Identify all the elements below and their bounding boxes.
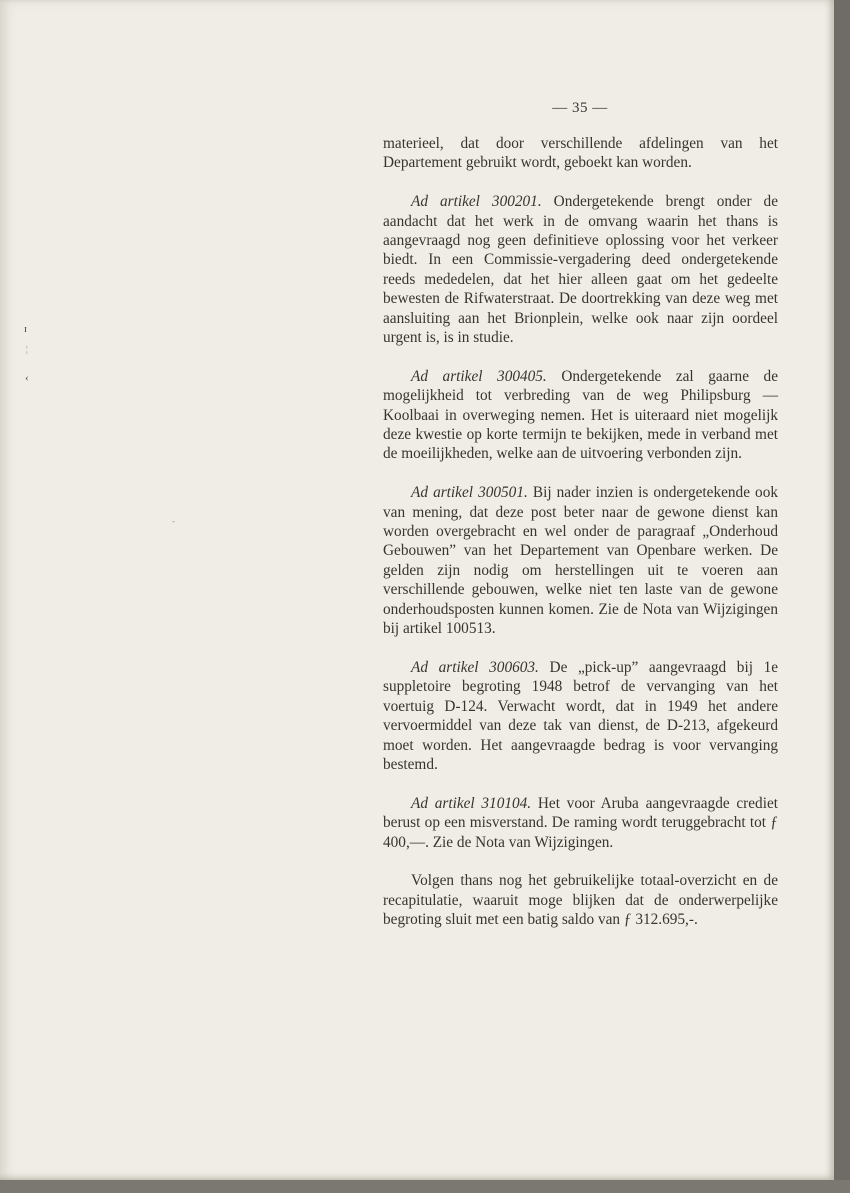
paper-edge-bottom (0, 1180, 850, 1193)
body-text (383, 134, 778, 930)
article-reference: Ad artikel 300405. (411, 367, 547, 385)
paragraph-materieel (383, 134, 778, 173)
page-number: — 35 — (552, 100, 608, 116)
article-reference: Ad artikel 300603. (411, 658, 539, 676)
paragraph-300405 (383, 367, 778, 464)
article-reference: Ad artikel 300501. (411, 484, 528, 502)
paragraph-text: Volgen thans nog het gebruikelijke totaal-overzicht en de recapitulatie, waaruit moge blijken dat de onderwerpelijke begroting sluit met een batig saldo van ƒ 312.695,-. (383, 872, 778, 929)
paragraph-text: Het voor Aruba aangevraagde crediet berust op een misverstand. De raming wordt teruggebracht tot ƒ 400,—. Zie de Nota van Wijzigingen. (383, 794, 778, 851)
paragraph-300201 (383, 192, 778, 347)
paragraph-300501 (383, 483, 778, 638)
paragraph-text: De „pick-up” aangevraagd bij 1e suppletoire begroting 1948 betrof de vervanging van het voertuig D-124. Verwacht wordt, dat in 1949 het andere vervoermiddel van deze tak van dienst, de D-213, afgekeurd moet worden. Het aangevraagde bedrag is voor vervanging bestemd. (383, 658, 779, 773)
paragraph-text: Ondergetekende zal gaarne de mogelijkheid tot verbreding van de weg Philipsburg — Koolbaai in overweging nemen. Het is uiteraard niet mogelijk deze kwestie op korte termijn te bekijken, mede in verband met de moeilijkheden, welke aan de uitvoering verbonden zijn. (383, 367, 778, 463)
paragraph-text: Bij nader inzien is ondergetekende ook van mening, dat deze post beter naar de gewone dienst kan worden overgebracht en wel onder de paragraaf „Onderhoud Gebouwen” van het Departement van Openbare werken. De gelden zijn nodig om herstellingen uit te voeren aan verschillende gebouwen, welke niet ten laste van de gewone onderhoudsposten kunnen komen. Zie de Nota van Wijzigingen bij artikel 100513. (383, 484, 778, 638)
margin-mark: ¦ (26, 344, 28, 354)
article-reference: Ad artikel 310104. (411, 794, 532, 812)
paragraph-text: Ondergetekende brengt onder de aandacht dat het werk in de omvang waarin het thans is aangevraagd nog geen definitieve oplossing voor het verkeer biedt. In een Commissie-vergadering deed ondergetekende reeds mededelen, dat het hier alleen gaat om het gedeelte bewesten de Rifwaterstraat. De doortrekking van deze weg met aansluiting aan het Brionplein, welke ook naar zijn oordeel urgent is, is in studie. (383, 193, 778, 347)
margin-mark: ɪ (24, 323, 28, 335)
paragraph-recapitulatie (383, 871, 778, 929)
paragraph-text: materieel, dat door verschillende afdelingen van het Departement gebruikt wordt, geboekt kan worden. (383, 135, 778, 172)
paper-edge-right (834, 0, 850, 1193)
paragraph-300603 (383, 658, 778, 774)
paragraph-310104 (383, 794, 778, 852)
margin-mark: - (172, 516, 175, 526)
article-reference: Ad artikel 300201. (411, 193, 542, 211)
margin-mark: ‹ (25, 372, 29, 384)
